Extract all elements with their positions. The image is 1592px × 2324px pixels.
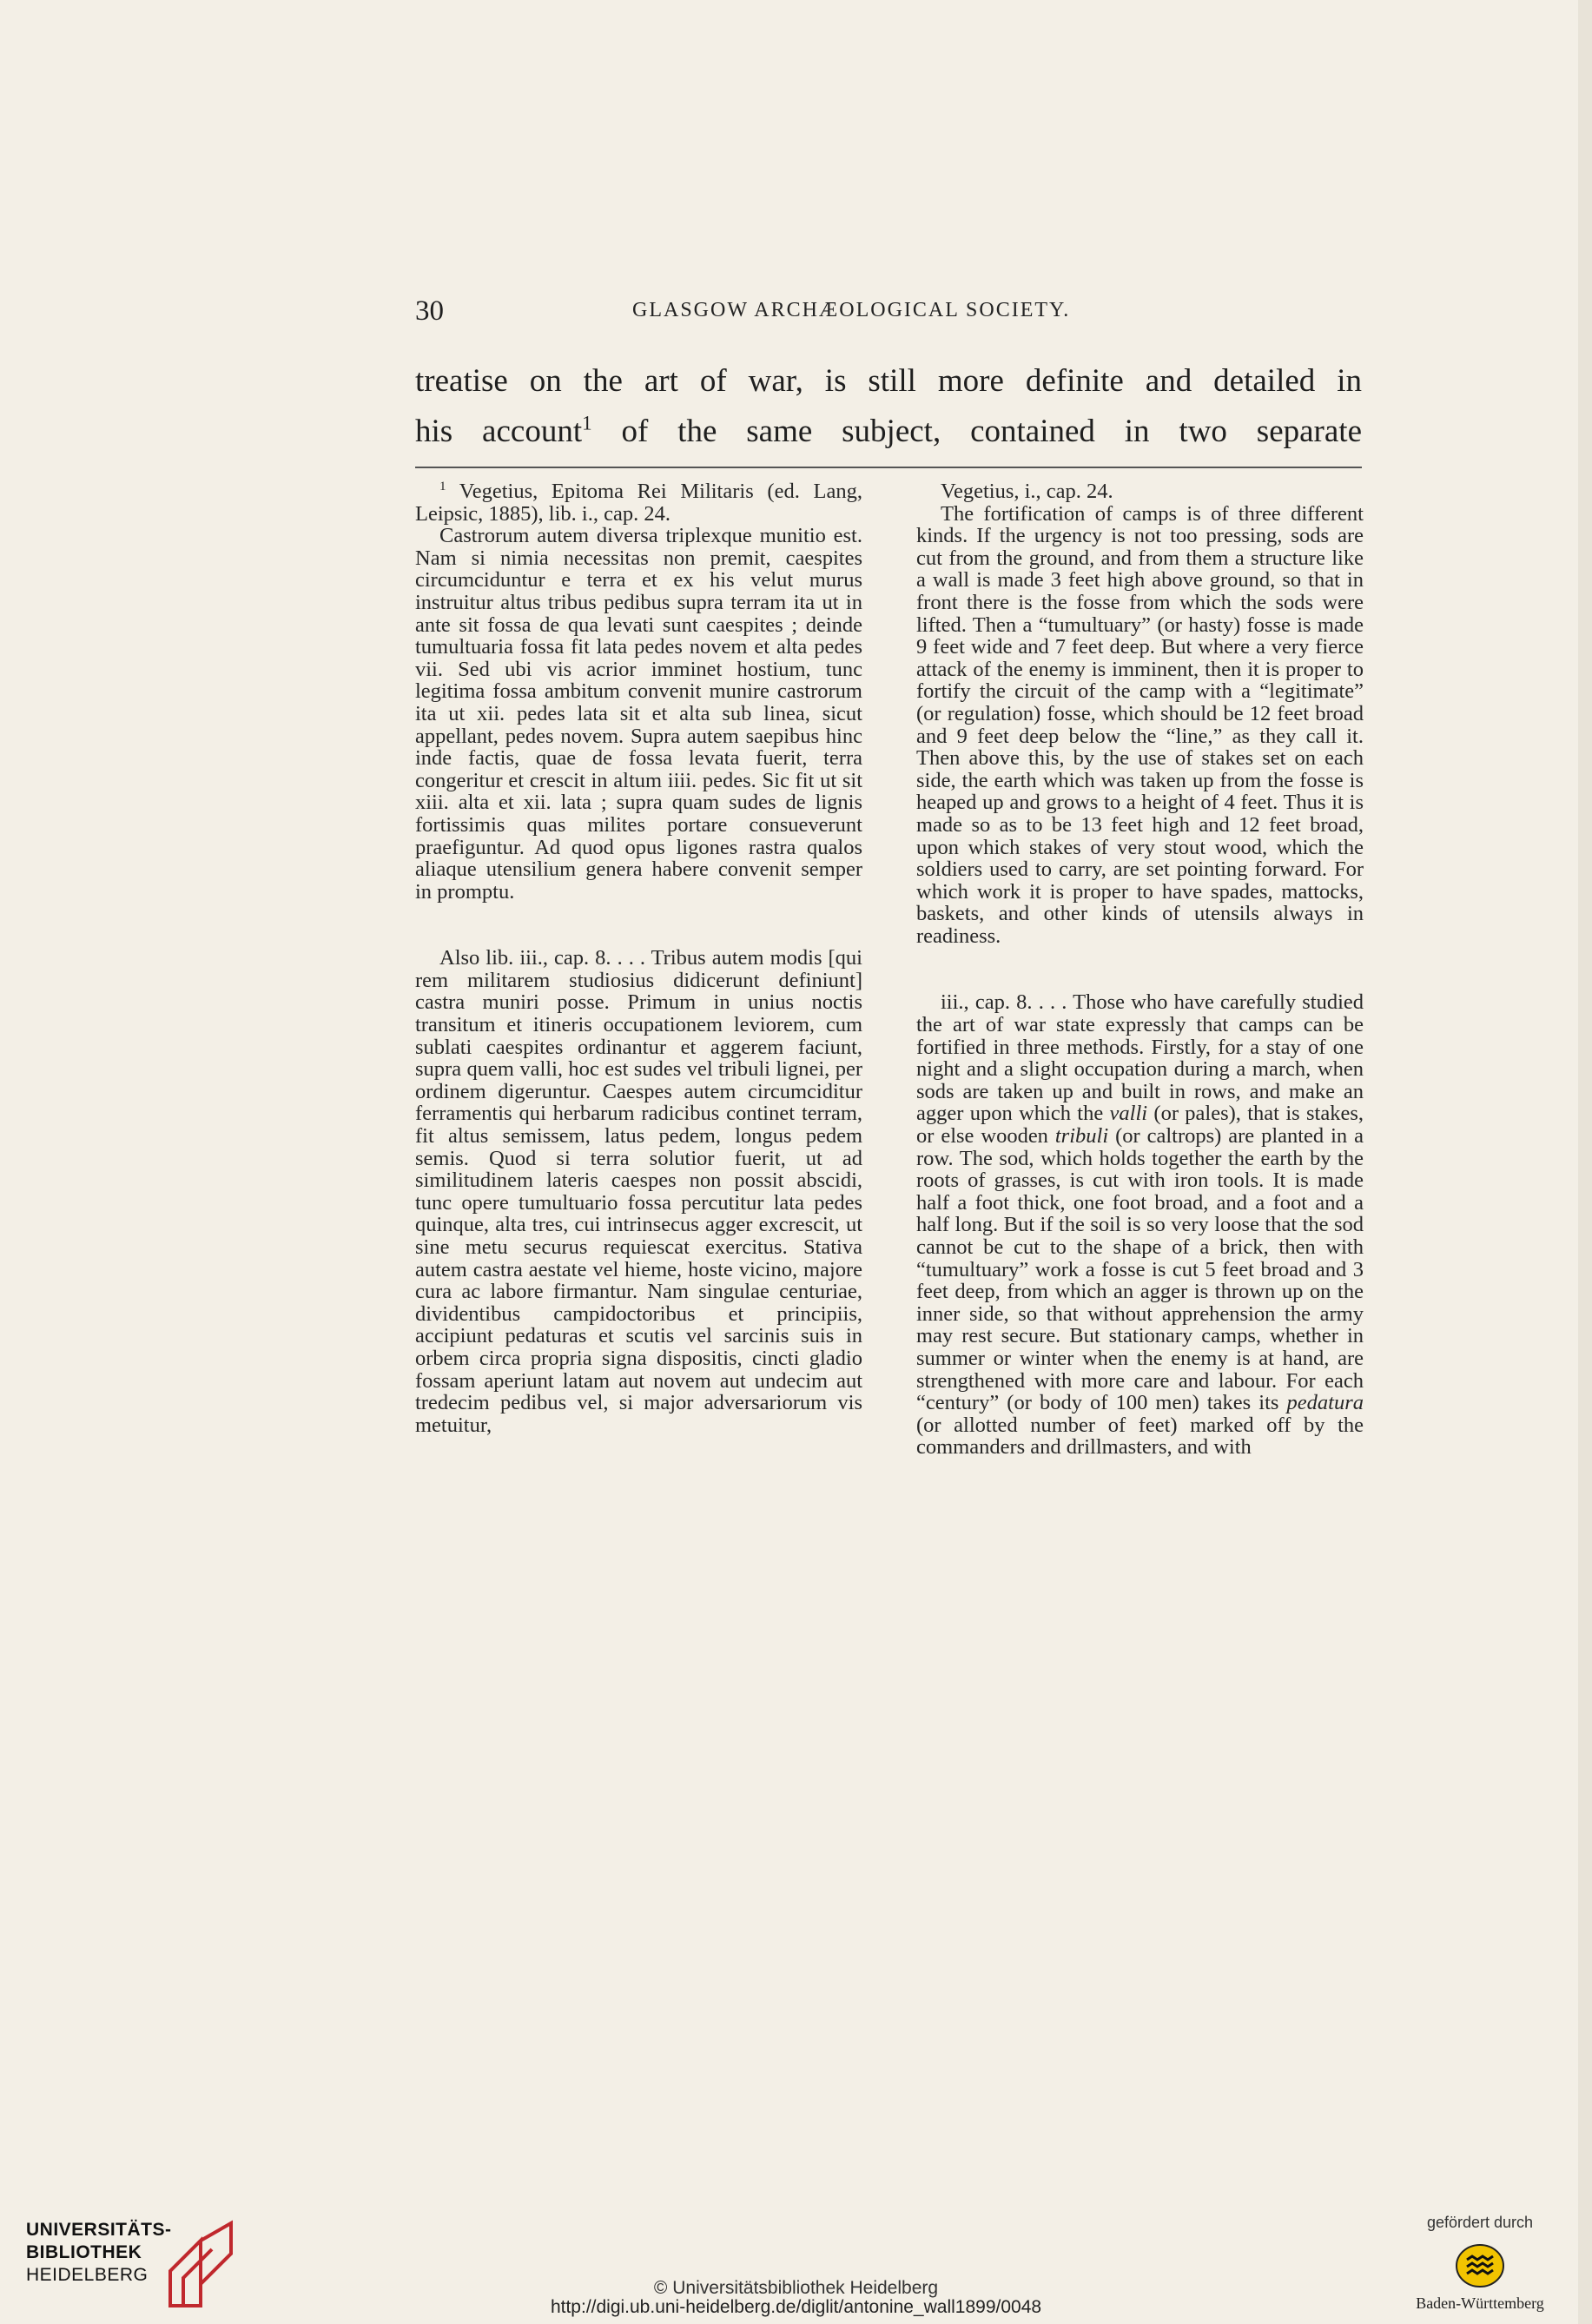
term-valli: valli	[1109, 1102, 1148, 1126]
footnote-number: 1	[439, 479, 446, 493]
body-line-2-end: of the same subject, contained in two separate	[591, 414, 1362, 449]
funded-by-label: gefördert durch	[1426, 2214, 1534, 2231]
english-paragraph-2	[916, 991, 1364, 1458]
term-pedatura: pedatura	[1286, 1391, 1364, 1415]
footnote-citation-text: Vegetius, Epitoma Rei Militaris (ed. Lang, Leipsic, 1885), lib. i., cap. 24.	[415, 480, 862, 526]
source-url[interactable]: http://digi.ub.uni-heidelberg.de/diglit/antonine_wall1899/0048	[550, 2297, 1042, 2317]
english-2-part-b: (or pales), that is stakes, or else wooden	[916, 1102, 1364, 1149]
running-title: GLASGOW ARCHÆOLOGICAL SOCIETY.	[632, 299, 1071, 321]
library-name	[26, 2219, 172, 2287]
body-line-2	[415, 407, 1362, 457]
english-2-part-c: (or caltrops) are planted in a row. The sod, which holds together the earth by the roots of grasses, is cut with iron tools. It is made half a foot thick, one foot broad, and a foot and a half long. But if the soil is so very loose that the sod cannot be cut to the shape of a brick, then with “tumultuary” work a fosse is cut 5 feet broad and 3 feet deep, from which an agger is thrown up on the inner side, so that without apprehension the army may rest secure. But stationary camps, whether in summer or winter when the enemy is at hand, are strengthened with more care and labour. For each “century” (or body of 100 men) takes its	[916, 1124, 1364, 1415]
copyright-notice: © Universitätsbibliothek Heidelberg	[653, 2278, 939, 2298]
footnote-rule	[415, 467, 1362, 468]
latin-paragraph-2: Also lib. iii., cap. 8. . . . Tribus autem modis [qui rem militarem studiosius didicerunt definiunt] castra muniri posse. Primum in unius noctis transitum et itineris occupationem leviorem, cum sublati caespites ordinantur et aggerem faciunt, supra quem valli, hoc est sudes vel tribuli lignei, per ordinem digeruntur. Caespes autem circumciditur ferramentis qui herbarum radicibus continet terram, fit altus semissem, latus pedem, longus pedem semis. Quod si terra solutior fuerit, ut ad similitudinem lateris caespes non possit abscidi, tunc opere tumultuario fossa percutitur lata pedes quinque, alta tres, cui intrinsecus agger excrescit, ut sine metu securus requiescat exercitus. Stativa autem castra aestate vel hieme, hoste vicino, majore cura ac labore firmantur. Nam singulae centuriae, dividentibus campidoctoribus et principiis, accipiunt pedaturas et scutis vel sarcinis suis in orbem circa propria signa dispositis, cincti gladio fossam aperiunt latam aut novem aut undecim aut tredecim pedibus vel, si major adversariorum vis metuitur,	[415, 946, 862, 1437]
english-2-part-a: iii., cap. 8. . . . Those who have carefully studied the art of war state expressly that camps can be fortified in three methods. Firstly, for a stay of one night and a slight occupation during a march, when sods are taken up and built in rows, and make an agger upon which the	[916, 990, 1364, 1126]
footer	[0, 2198, 1592, 2324]
footnote-citation	[415, 480, 862, 525]
translation-citation: Vegetius, i., cap. 24.	[941, 480, 1113, 503]
body-text	[415, 356, 1362, 457]
library-name-line-2: BIBLIOTHEK	[26, 2242, 142, 2262]
footnote-marker: 1	[582, 412, 592, 434]
running-head	[415, 295, 1362, 330]
state-emblem-icon[interactable]	[1455, 2241, 1505, 2291]
page-edge	[1578, 0, 1592, 2324]
english-2-part-d: (or allotted number of feet) marked off by the commanders and drillmasters, and with	[916, 1413, 1364, 1460]
footnote-latin-column	[415, 480, 862, 1436]
page-number: 30	[415, 295, 444, 327]
funding-block	[1397, 2214, 1562, 2313]
body-line-2-start: his account	[415, 414, 583, 449]
library-name-line-3: HEIDELBERG	[26, 2265, 149, 2285]
funder-name: Baden-Württemberg	[1416, 2294, 1544, 2312]
latin-paragraph-1: Castrorum autem diversa triplexque munitio est. Nam si nimia necessitas non premit, caespites circumciduntur e terra et ex his velut murus instruitur altus tribus pedibus supra terram ita ut in ante sit fossa de qua levati sunt caespites ; deinde tumultuaria fossa fit lata pedes novem et alta pedes vii. Sed ubi vis acrior imminet hostium, tunc legitima fossa ambitum convenit munire castrorum ita ut xii. pedes lata sit et alta sub linea, sicut appellant, pedes novem. Supra autem saepibus hinc inde factis, quae de fossa levata fuerit, terra congeritur et crescit in altum iiii. pedes. Sic fit ut sit xiii. alta et xii. lata ; supra quam sudes de lignis fortissimis quas milites portare consueverunt praefiguntur. Ad quod opus ligones rastra qualos aliaque utensilium genera habere convenit semper in promptu.	[415, 524, 862, 904]
body-line-1: treatise on the art of war, is still more definite and detailed in	[415, 363, 1362, 399]
footnote-english-column	[916, 480, 1364, 1459]
term-tribuli: tribuli	[1054, 1124, 1109, 1149]
library-name-line-1: UNIVERSITÄTS-	[26, 2220, 172, 2240]
english-paragraph-1: The fortification of camps is of three different kinds. If the urgency is not too pressing, sods are cut from the ground, and from them a structure like a wall is made 3 feet high above ground, so that in front there is the fosse from which the sods were lifted. Then a “tumultuary” (or hasty) fosse is made 9 feet wide and 7 feet deep. But where a very fierce attack of the enemy is imminent, then it is proper to fortify the circuit of the camp with a “legitimate” (or regulation) fosse, which should be 12 feet broad and 9 feet deep below the “line,” as they call it. Then above this, by the use of stakes set on each side, the earth which was taken up from the fosse is heaped up and grows to a height of 4 feet. Thus it is made so as to be 13 feet high and 12 feet broad, upon which stakes of very stout wood, which the soldiers used to carry, are set pointing forward. For which work it is proper to have spades, mattocks, baskets, and other kinds of utensils always in readiness.	[916, 501, 1364, 948]
